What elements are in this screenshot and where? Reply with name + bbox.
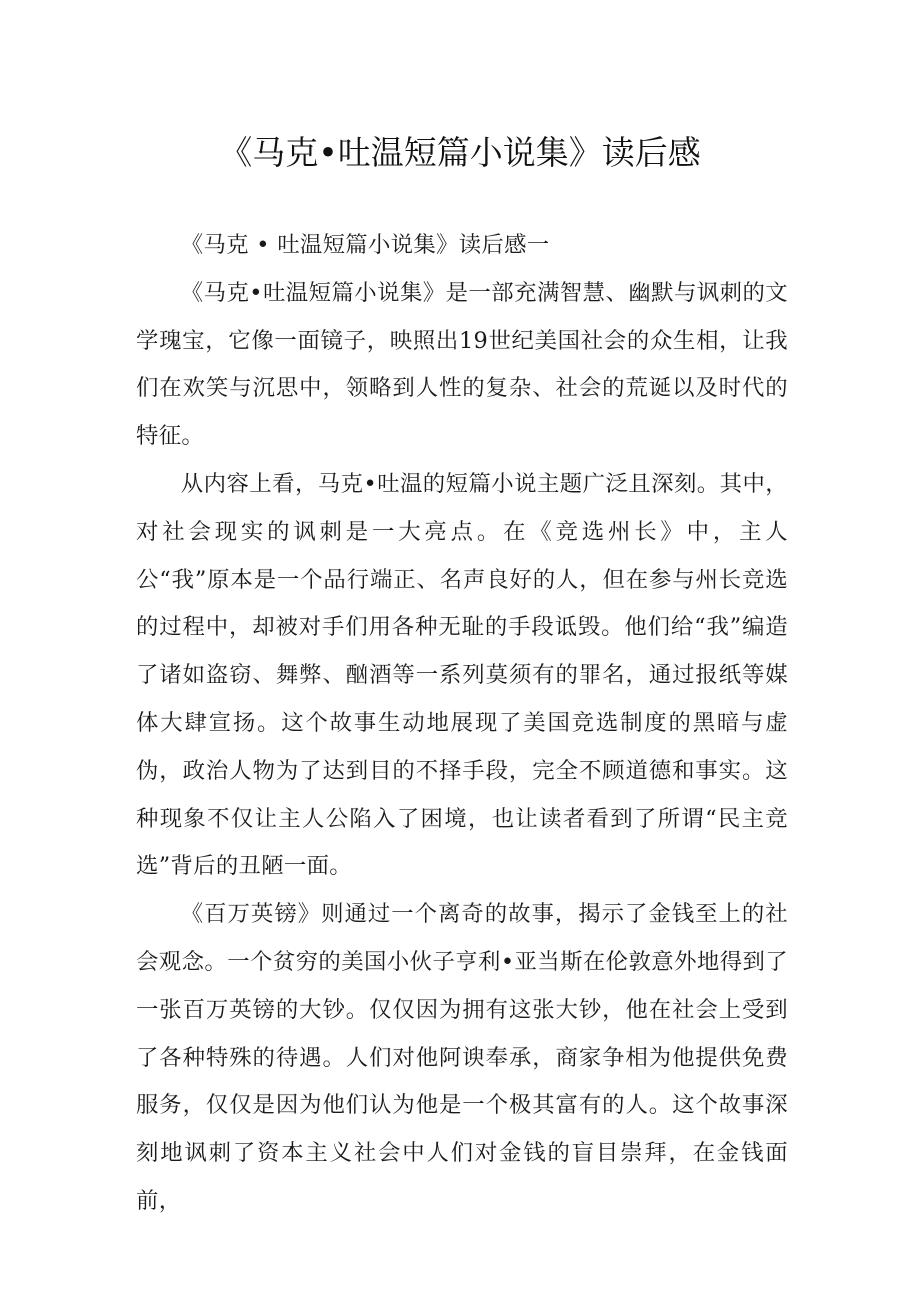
body-paragraph: 《马克•吐温短篇小说集》是一部充满智慧、幽默与讽刺的文学瑰宝，它像一面镜子，映照出19世纪美国社会的众生相，让我们在欢笑与沉思中，领略到人性的复杂、社会的荒诞以及时代的特征。 (136, 279, 788, 450)
document-body (136, 222, 788, 1226)
document-title: 《马克•吐温短篇小说集》读后感 (219, 133, 701, 172)
body-paragraph: 从内容上看，马克•吐温的短篇小说主题广泛且深刻。其中，对社会现实的讽刺是一大亮点。在《竞选州长》中，主人公“我”原本是一个品行端正、名声良好的人，但在参与州长竞选的过程中，却被对手们用各种无耻的手段诋毁。他们给“我”编造了诸如盗窃、舞弊、酗酒等一系列莫须有的罪名，通过报纸等媒体大肆宣扬。这个故事生动地展现了美国竞选制度的黑暗与虚伪，政治人物为了达到目的不择手段，完全不顾道德和事实。这种现象不仅让主人公陷入了困境，也让读者看到了所谓“民主竞选”背后的丑陋一面。 (136, 470, 788, 880)
section-subheading: 《马克 • 吐温短篇小说集》读后感一 (180, 232, 550, 258)
body-paragraph: 《百万英镑》则通过一个离奇的故事，揭示了金钱至上的社会观念。一个贫穷的美国小伙子亨利•亚当斯在伦敦意外地得到了一张百万英镑的大钞。仅仅因为拥有这张大钞，他在社会上受到了各种特殊的待遇。人们对他阿谀奉承，商家争相为他提供免费服务，仅仅是因为他们认为他是一个极其富有的人。这个故事深刻地讽刺了资本主义社会中人们对金钱的盲目崇拜，在金钱面前， (136, 901, 788, 1214)
